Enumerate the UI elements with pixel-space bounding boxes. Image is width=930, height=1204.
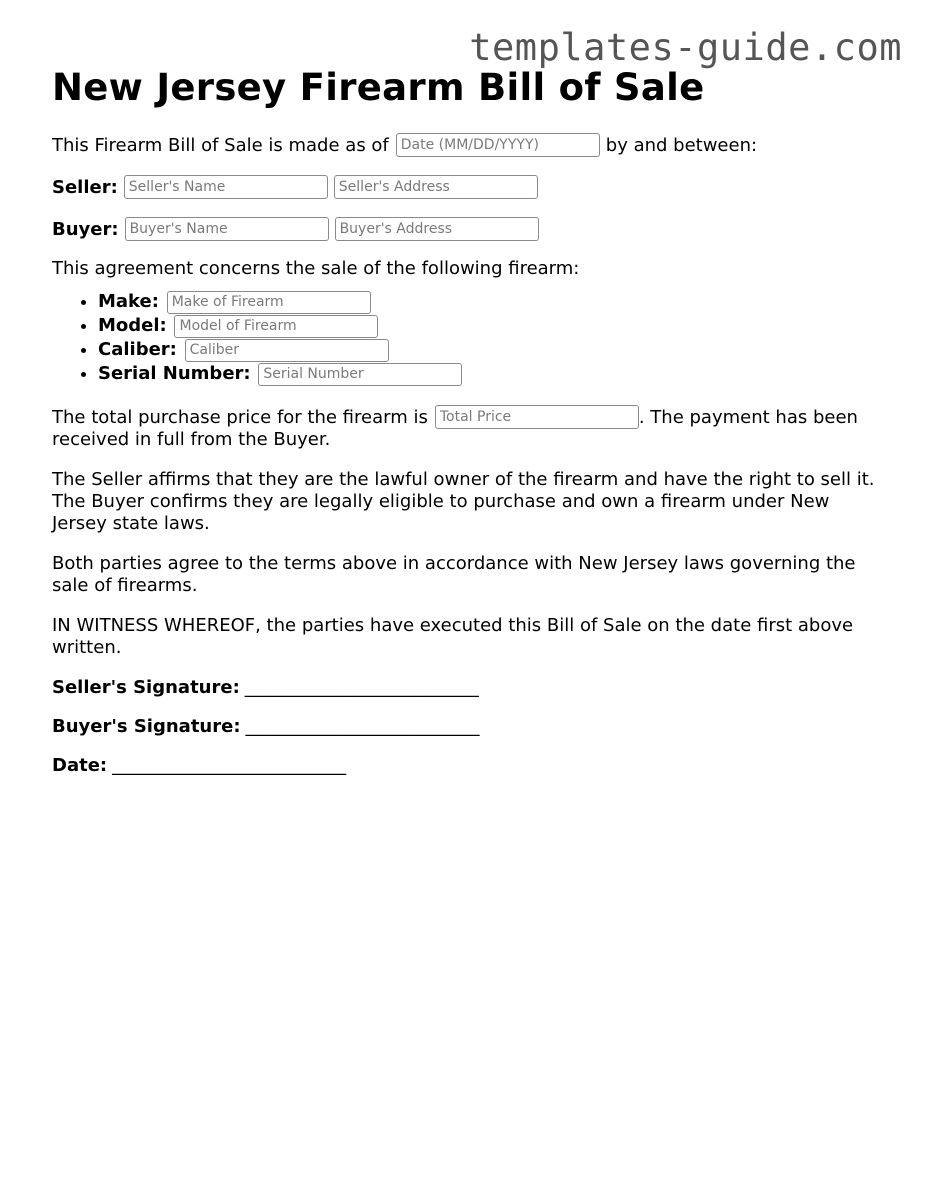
list-item-serial <box>98 362 882 386</box>
seller-name-field[interactable] <box>124 175 328 199</box>
model-field[interactable] <box>174 315 378 338</box>
total-price-field[interactable] <box>435 405 639 429</box>
list-item-model <box>98 314 882 338</box>
firearm-list <box>52 290 882 386</box>
make-label: Make: <box>98 291 159 312</box>
price-paragraph <box>52 405 882 451</box>
agree-paragraph: Both parties agree to the terms above in accordance with New Jersey laws governing the sale of firearms. <box>52 553 856 596</box>
date-signature-line <box>52 755 882 776</box>
watermark: templates-guide.com <box>469 26 902 69</box>
seller-signature-line <box>52 677 882 698</box>
intro-text-before: This Firearm Bill of Sale is made as of <box>52 134 389 156</box>
make-field[interactable] <box>167 291 371 314</box>
page-title: New Jersey Firearm Bill of Sale <box>52 66 705 109</box>
buyer-address-field[interactable] <box>335 217 539 241</box>
serial-number-field[interactable] <box>258 363 462 386</box>
intro-line <box>52 133 882 157</box>
document-body <box>52 64 882 776</box>
date-signature-blank: __________________________ <box>112 755 347 776</box>
affirm-paragraph: The Seller affirms that they are the lawful owner of the firearm and have the right to sell it. The Buyer confirms they are legally eligible to purchase and own a firearm under New Jersey state laws. <box>52 469 875 534</box>
caliber-label: Caliber: <box>98 339 177 360</box>
price-text-before: The total purchase price for the firearm is <box>52 406 428 428</box>
buyer-signature-blank: __________________________ <box>245 716 480 737</box>
seller-address-field[interactable] <box>334 175 538 199</box>
witness-paragraph: IN WITNESS WHEREOF, the parties have executed this Bill of Sale on the date first above written. <box>52 615 854 658</box>
list-item-make <box>98 290 882 314</box>
concerns-text: This agreement concerns the sale of the following firearm: <box>52 258 580 279</box>
date-label: Date: <box>52 755 108 776</box>
serial-label: Serial Number: <box>98 363 251 384</box>
list-item-caliber <box>98 338 882 362</box>
seller-row <box>52 175 882 199</box>
date-field[interactable] <box>396 133 600 157</box>
buyer-row <box>52 217 882 241</box>
buyer-name-field[interactable] <box>125 217 329 241</box>
caliber-field[interactable] <box>185 339 389 362</box>
intro-text-after: by and between: <box>605 134 758 156</box>
price-line <box>52 405 882 429</box>
buyer-signature-line <box>52 716 882 737</box>
buyer-label: Buyer: <box>52 218 119 240</box>
seller-label: Seller: <box>52 176 118 198</box>
buyer-signature-label: Buyer's Signature: <box>52 716 241 737</box>
seller-signature-blank: __________________________ <box>244 677 479 698</box>
price-text-after: . The payment has been <box>638 406 858 428</box>
model-label: Model: <box>98 315 167 336</box>
seller-signature-label: Seller's Signature: <box>52 677 240 698</box>
price-text-line2: received in full from the Buyer. <box>52 429 331 450</box>
